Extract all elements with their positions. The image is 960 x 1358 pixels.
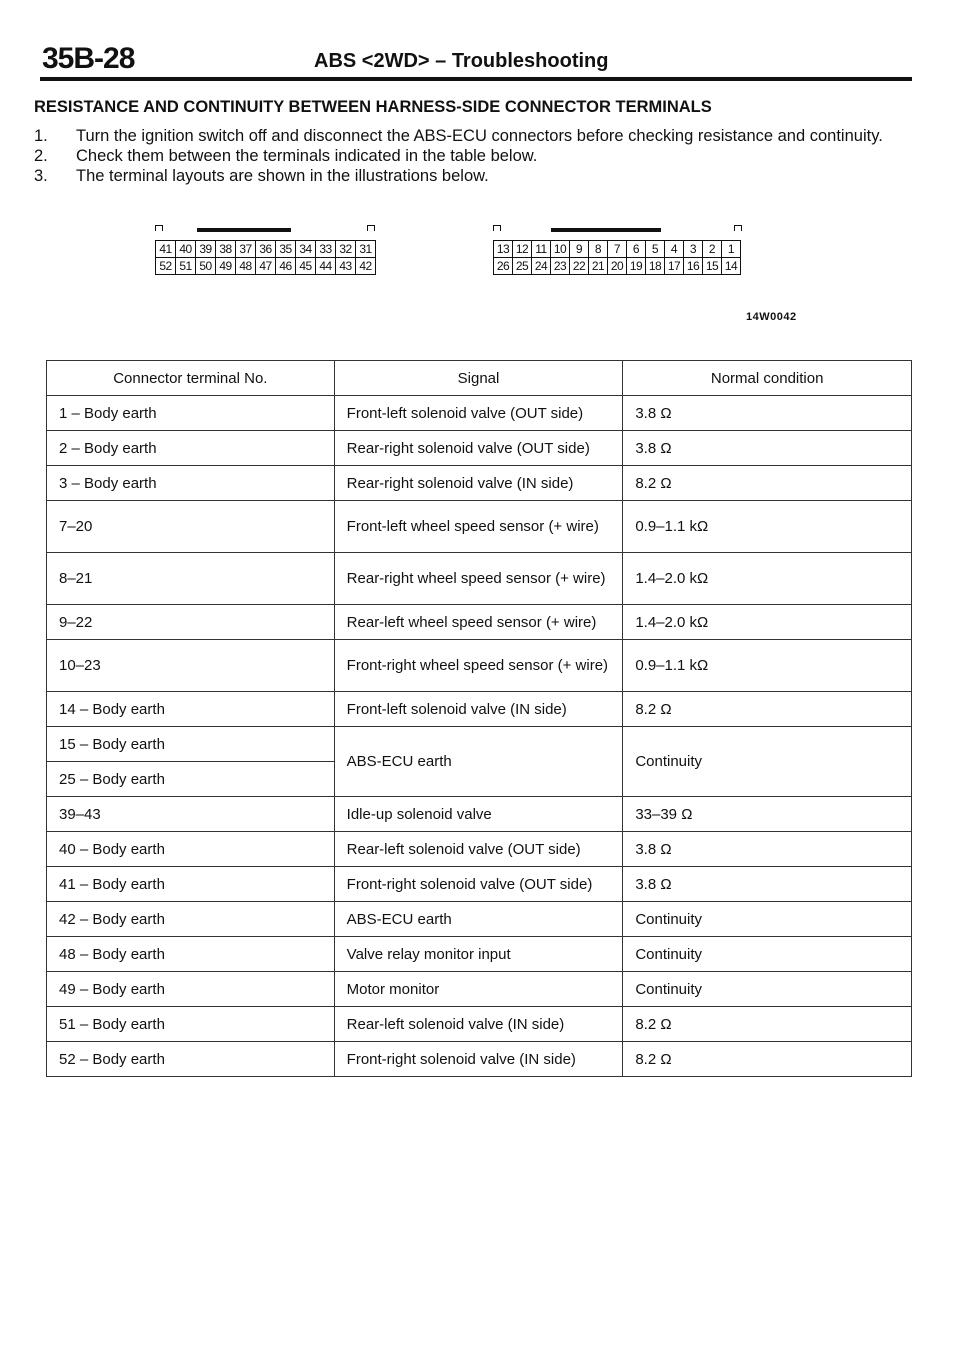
terminal-cell: 10–23: [47, 640, 335, 692]
step-item: [34, 146, 924, 166]
connector-pin: 23: [551, 258, 570, 275]
condition-cell: 8.2 Ω: [623, 1042, 912, 1077]
condition-cell: Continuity: [623, 972, 912, 1007]
connector-pin: 8: [589, 241, 608, 258]
table-row: [47, 396, 912, 431]
terminal-cell: 52 – Body earth: [47, 1042, 335, 1077]
terminal-cell: 1 – Body earth: [47, 396, 335, 431]
condition-cell: 3.8 Ω: [623, 431, 912, 466]
connector-pin: 52: [156, 258, 176, 275]
connector-pin: 38: [216, 241, 236, 258]
page-header: [40, 42, 912, 76]
signal-cell: ABS-ECU earth: [334, 727, 623, 797]
connector-pin: 49: [216, 258, 236, 275]
signal-cell: ABS-ECU earth: [334, 902, 623, 937]
table-row: [47, 972, 912, 1007]
procedure-steps: [34, 126, 924, 186]
connector-pin: 3: [684, 241, 703, 258]
signal-cell: Front-left wheel speed sensor (+ wire): [334, 501, 623, 553]
connector-pin: 16: [684, 258, 703, 275]
signal-cell: Front-right wheel speed sensor (+ wire): [334, 640, 623, 692]
table-row: [47, 867, 912, 902]
column-header-terminal: Connector terminal No.: [47, 361, 335, 396]
connector-pin: 41: [156, 241, 176, 258]
connector-pin: 6: [627, 241, 646, 258]
connector-pin: 7: [608, 241, 627, 258]
condition-cell: 3.8 Ω: [623, 867, 912, 902]
step-number: 1.: [34, 127, 48, 145]
signal-cell: Rear-right wheel speed sensor (+ wire): [334, 553, 623, 605]
condition-cell: Continuity: [623, 727, 912, 797]
table-row: [47, 692, 912, 727]
condition-cell: 1.4–2.0 kΩ: [623, 553, 912, 605]
connector-pin-grid: [493, 240, 741, 275]
condition-cell: 1.4–2.0 kΩ: [623, 605, 912, 640]
table-row: [47, 605, 912, 640]
connector-pin: 46: [276, 258, 296, 275]
table-row: [47, 1007, 912, 1042]
connector-pin: 43: [336, 258, 356, 275]
connector-pin: 14: [722, 258, 741, 275]
signal-cell: Valve relay monitor input: [334, 937, 623, 972]
step-item: [34, 126, 924, 146]
terminal-cell: 3 – Body earth: [47, 466, 335, 501]
condition-cell: 3.8 Ω: [623, 396, 912, 431]
connector-pin: 48: [236, 258, 256, 275]
terminal-cell: 49 – Body earth: [47, 972, 335, 1007]
column-header-condition: Normal condition: [623, 361, 912, 396]
connector-pin: 2: [703, 241, 722, 258]
table-row: [47, 832, 912, 867]
signal-cell: Front-left solenoid valve (IN side): [334, 692, 623, 727]
table-row: [47, 431, 912, 466]
connector-pin: 51: [176, 258, 196, 275]
connector-pin: 42: [356, 258, 376, 275]
connector-pin: 15: [703, 258, 722, 275]
condition-cell: 8.2 Ω: [623, 466, 912, 501]
figure-code: 14W0042: [746, 311, 797, 323]
connector-pin: 40: [176, 241, 196, 258]
column-header-signal: Signal: [334, 361, 623, 396]
connector-ear: [367, 225, 375, 231]
header-rule: [40, 77, 912, 81]
terminal-cell: 51 – Body earth: [47, 1007, 335, 1042]
signal-cell: Rear-left solenoid valve (IN side): [334, 1007, 623, 1042]
connector-pin: 9: [570, 241, 589, 258]
signal-cell: Rear-left wheel speed sensor (+ wire): [334, 605, 623, 640]
connector-pin: 35: [276, 241, 296, 258]
step-item: [34, 166, 924, 186]
connector-ear: [155, 225, 163, 231]
signal-cell: Motor monitor: [334, 972, 623, 1007]
connector-pin: 33: [316, 241, 336, 258]
terminal-cell: 40 – Body earth: [47, 832, 335, 867]
terminal-cell: 39–43: [47, 797, 335, 832]
step-text: The terminal layouts are shown in the illustrations below.: [76, 167, 489, 185]
signal-cell: Front-right solenoid valve (OUT side): [334, 867, 623, 902]
signal-cell: Rear-right solenoid valve (IN side): [334, 466, 623, 501]
signal-cell: Idle-up solenoid valve: [334, 797, 623, 832]
signal-cell: Front-right solenoid valve (IN side): [334, 1042, 623, 1077]
condition-cell: 33–39 Ω: [623, 797, 912, 832]
connector-pin: 18: [646, 258, 665, 275]
connector-ear: [493, 225, 501, 231]
table-row: [47, 937, 912, 972]
connector-pin: 4: [665, 241, 684, 258]
connector-pin: 34: [296, 241, 316, 258]
terminal-cell: 15 – Body earth: [47, 727, 335, 762]
step-text: Turn the ignition switch off and disconnect the ABS-ECU connectors before checking resistance and continuity.: [76, 127, 883, 145]
connector-pin: 26: [494, 258, 513, 275]
signal-cell: Rear-left solenoid valve (OUT side): [334, 832, 623, 867]
table-header-row: [47, 361, 912, 396]
table-row: [47, 553, 912, 605]
connector-pin: 36: [256, 241, 276, 258]
condition-cell: 0.9–1.1 kΩ: [623, 640, 912, 692]
table-row: [47, 501, 912, 553]
terminal-cell: 2 – Body earth: [47, 431, 335, 466]
terminal-cell: 9–22: [47, 605, 335, 640]
table-row: [47, 466, 912, 501]
condition-cell: Continuity: [623, 902, 912, 937]
connector-latch: [551, 228, 661, 232]
connector-diagram-left: [155, 231, 375, 275]
connector-pin: 1: [722, 241, 741, 258]
connector-pin: 31: [356, 241, 376, 258]
step-text: Check them between the terminals indicated in the table below.: [76, 147, 538, 165]
condition-cell: 0.9–1.1 kΩ: [623, 501, 912, 553]
connector-pin: 20: [608, 258, 627, 275]
condition-cell: 3.8 Ω: [623, 832, 912, 867]
table-row: [47, 640, 912, 692]
terminal-cell: 8–21: [47, 553, 335, 605]
connector-ear: [734, 225, 742, 231]
table-row: [47, 902, 912, 937]
step-number: 2.: [34, 147, 48, 165]
terminal-cell: 14 – Body earth: [47, 692, 335, 727]
table-row: [47, 727, 912, 762]
connector-diagram-right: [493, 231, 742, 275]
connector-latch: [197, 228, 291, 232]
connector-pin: 25: [513, 258, 532, 275]
connector-pin: 24: [532, 258, 551, 275]
connector-pin: 22: [570, 258, 589, 275]
condition-cell: 8.2 Ω: [623, 692, 912, 727]
connector-pin: 19: [627, 258, 646, 275]
connector-pin: 17: [665, 258, 684, 275]
terminal-cell: 48 – Body earth: [47, 937, 335, 972]
section-heading: RESISTANCE AND CONTINUITY BETWEEN HARNESS-SIDE CONNECTOR TERMINALS: [34, 98, 712, 116]
connector-pin: 11: [532, 241, 551, 258]
signal-cell: Front-left solenoid valve (OUT side): [334, 396, 623, 431]
connector-pin: 32: [336, 241, 356, 258]
table-row: [47, 797, 912, 832]
page-number: 35B-28: [42, 42, 135, 75]
terminal-cell: 25 – Body earth: [47, 762, 335, 797]
connector-pin: 12: [513, 241, 532, 258]
terminal-cell: 41 – Body earth: [47, 867, 335, 902]
connector-pin: 44: [316, 258, 336, 275]
connector-pin: 13: [494, 241, 513, 258]
connector-pin: 50: [196, 258, 216, 275]
connector-pin: 37: [236, 241, 256, 258]
connector-pin: 47: [256, 258, 276, 275]
connector-pin: 39: [196, 241, 216, 258]
condition-cell: 8.2 Ω: [623, 1007, 912, 1042]
signal-cell: Rear-right solenoid valve (OUT side): [334, 431, 623, 466]
step-number: 3.: [34, 167, 48, 185]
connector-pin: 21: [589, 258, 608, 275]
connector-pin: 5: [646, 241, 665, 258]
condition-cell: Continuity: [623, 937, 912, 972]
terminal-cell: 7–20: [47, 501, 335, 553]
connector-pin-grid: [155, 240, 376, 275]
document-title: ABS <2WD> – Troubleshooting: [314, 50, 609, 72]
table-row: [47, 1042, 912, 1077]
connector-pin: 45: [296, 258, 316, 275]
terminal-cell: 42 – Body earth: [47, 902, 335, 937]
resistance-table: [46, 360, 912, 1077]
connector-pin: 10: [551, 241, 570, 258]
